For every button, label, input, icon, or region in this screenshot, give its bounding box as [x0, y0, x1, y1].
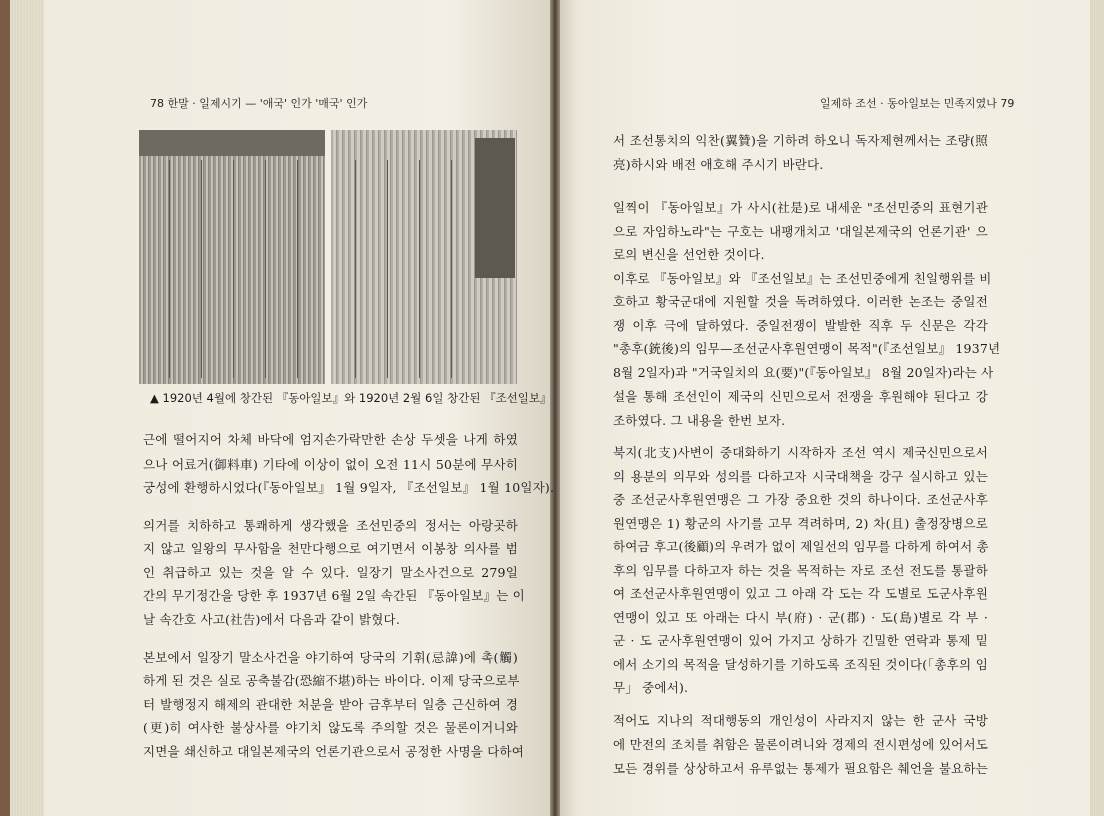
- text-line: 연맹이 있고 또 아래는 다시 부(府) · 군(郡) · 도(島)별로 각 부 ·: [613, 610, 988, 625]
- text-line: 본보에서 일장기 말소사건을 야기하여 당국의 기휘(忌諱)에 촉(觸): [143, 650, 518, 665]
- text-line: 의거를 치하하고 통쾌하게 생각했을 조선민중의 정서는 아랑곳하: [143, 518, 518, 533]
- text-line: 원연맹은 1) 황군의 사기를 고무 격려하며, 2) 차(且) 출정장병으로: [613, 516, 988, 531]
- book-edge-left: [0, 0, 48, 816]
- text-line: (更)히 여사한 불상사를 야기치 않도록 주의할 것은 물론이거니와: [143, 720, 518, 735]
- photo-caption: ▲ 1920년 4월에 창간된 『동아일보』와 1920년 2월 6일 창간된 『조선일보』: [150, 391, 552, 405]
- text-line: 지면을 쇄신하고 대일본제국의 언론기관으로서 공정한 사명을 다하여: [143, 744, 525, 759]
- text-line: 설을 통해 조선인이 제국의 신민으로서 전쟁을 후원해야 된다고 강: [613, 389, 988, 404]
- newspaper-photo-chosun: [331, 130, 517, 384]
- left-page: [44, 0, 554, 816]
- right-page-header: 일제하 조선 · 동아일보는 민족지였나 79: [820, 97, 1015, 110]
- text-line: 에서 소기의 목적을 달성하기를 기하도록 조직된 것이다(「총후의 임: [613, 657, 988, 672]
- text-line: 간의 무기정간을 당한 후 1937년 6월 2일 속간된 『동아일보』는 이: [143, 588, 525, 603]
- text-line: 인 취급하고 있는 것을 알 수 있다. 일장기 말소사건으로 279일: [143, 565, 518, 580]
- text-line: 근에 떨어지어 차체 바닥에 엄지손가락만한 손상 두셋을 나게 하였: [143, 432, 518, 447]
- newspaper-photo-dong-a: [139, 130, 325, 384]
- text-line: 북지(北支)사변이 중대화하기 시작하자 조선 역시 제국신민으로서: [613, 445, 988, 460]
- text-line: 亮)하시와 배전 애호해 주시기 바란다.: [613, 157, 824, 172]
- text-line: "총후(銃後)의 임무—조선군사후원연맹이 목적"(『조선일보』 1937년: [613, 341, 1001, 356]
- text-line: 궁성에 환행하시었다(『동아일보』 1월 9일자, 『조선일보』 1월 10일자).: [143, 480, 555, 495]
- book-gutter: [550, 0, 560, 816]
- text-line: 하여금 후고(後顧)의 우려가 없이 제일선의 임무를 다하게 하여서 총: [613, 539, 989, 554]
- text-line: 날 속간호 사고(社告)에서 다음과 같이 밝혔다.: [143, 612, 400, 627]
- text-line: 8월 2일자)과 "거국일치의 요(要)"(『동아일보』 8월 20일자)라는 사: [613, 365, 994, 380]
- text-line: 군 · 도 군사후원연맹이 있어 가지고 상하가 긴밀한 연락과 통제 밑: [613, 633, 988, 648]
- text-line: 서 조선통치의 익찬(翼贊)을 기하려 하오니 독자제현께서는 조량(照: [613, 133, 988, 148]
- text-line: 터 발행정지 해제의 관대한 처분을 받아 금후부터 일층 근신하여 경: [143, 697, 518, 712]
- text-line: 지 않고 일왕의 무사함을 천만다행으로 여기면서 이봉창 의사를 범: [143, 541, 518, 556]
- text-line: 으로 자임하노라"는 구호는 내팽개치고 '대일본제국의 언론기관' 으: [613, 224, 988, 239]
- text-line: 의 용분의 의무와 성의를 다하고자 시국대책을 강구 실시하고 있는: [613, 469, 988, 484]
- text-line: 로의 변신을 선언한 것이다.: [613, 247, 765, 262]
- text-line: 후의 임무를 다하고자 하는 것을 목적하는 자로 조선 전도를 통괄하: [613, 563, 988, 578]
- text-line: 하게 된 것은 실로 공축불감(恐縮不堪)하는 바이다. 이제 당국으로부: [143, 673, 520, 688]
- text-line: 호하고 황국군대에 지원할 것을 독려하였다. 이러한 논조는 중일전: [613, 294, 988, 309]
- photo-masthead: [139, 130, 325, 156]
- text-line: 쟁 이후 극에 달하였다. 중일전쟁이 발발한 직후 두 신문은 각각: [613, 318, 988, 333]
- photo-masthead: [475, 138, 515, 278]
- text-line: 일찍이 『동아일보』가 사시(社是)로 내세운 "조선민중의 표현기관: [613, 200, 988, 215]
- text-line: 중 조선군사후원연맹은 그 가장 중요한 것의 하나이다. 조선군사후: [613, 492, 988, 507]
- text-line: 적어도 지나의 적대행동의 개인성이 사라지지 않는 한 군사 국방: [613, 713, 988, 728]
- text-line: 무」 중에서).: [613, 680, 689, 695]
- text-line: 이후로 『동아일보』와 『조선일보』는 조선민중에게 친일행위를 비: [613, 271, 992, 286]
- book-edge-right: [1090, 0, 1104, 816]
- text-line: 여 조선군사후원연맹이 있고 그 아래 각 도는 각 도별로 도군사후원: [613, 586, 988, 601]
- text-line: 으나 어료거(御料車) 기타에 이상이 없이 오전 11시 50분에 무사히: [143, 457, 518, 472]
- text-line: 조하였다. 그 내용을 한번 보자.: [613, 413, 786, 428]
- text-line: 에 만전의 조치를 취함은 물론이려니와 경제의 전시편성에 있어서도: [613, 737, 988, 752]
- left-page-header: 78 한말 · 일제시기 — '애국' 인가 '매국' 인가: [150, 97, 368, 110]
- text-line: 모든 경위를 상상하고서 유루없는 통제가 필요함은 췌언을 불요하는: [613, 761, 988, 776]
